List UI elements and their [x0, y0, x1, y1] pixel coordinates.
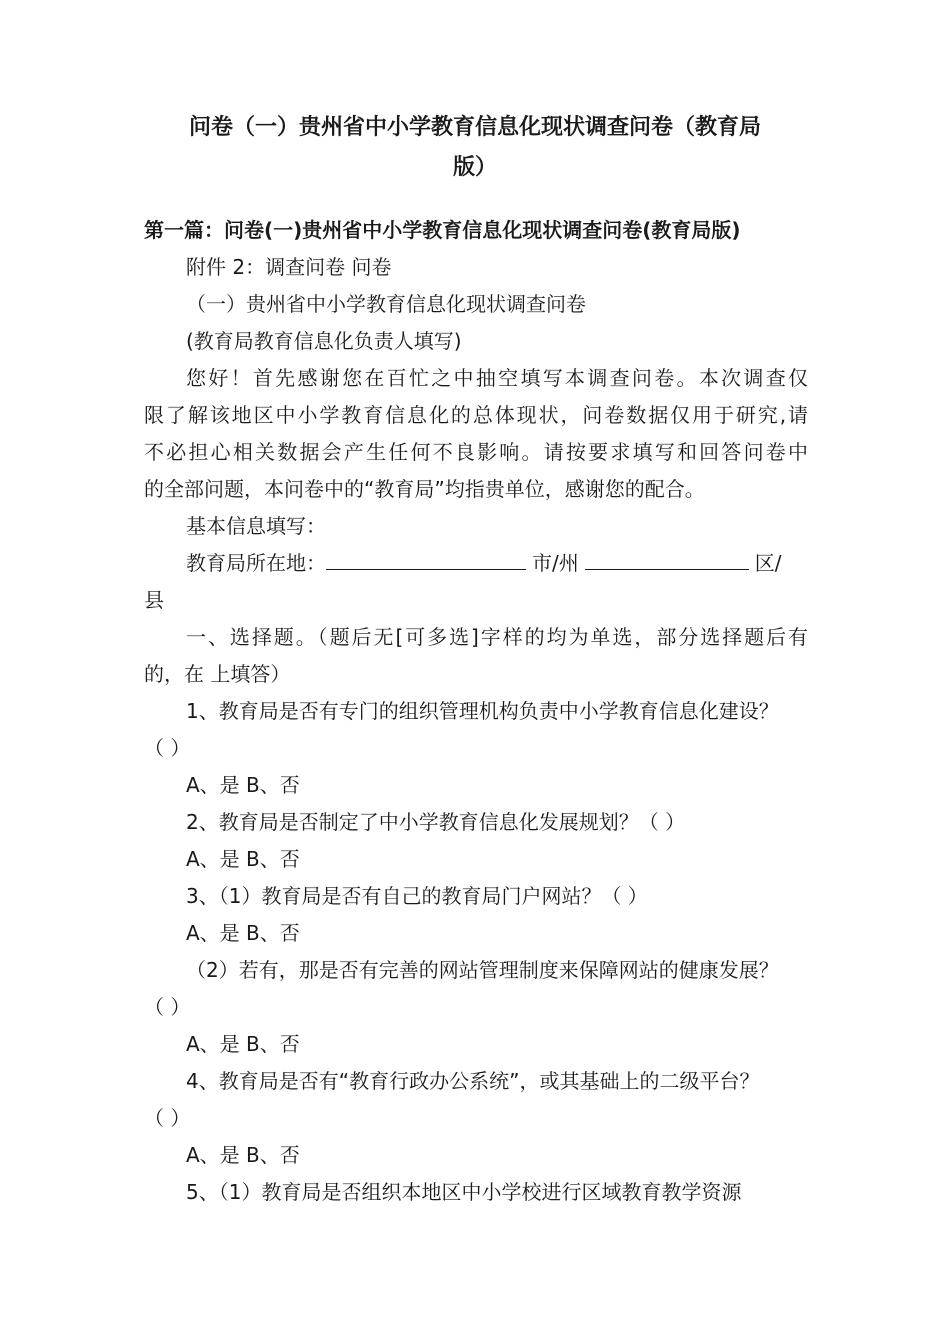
- question-4-answer: （ ）: [144, 1106, 191, 1130]
- question-5-1: 5、（1）教育局是否组织本地区中小学校进行区域教育教学资源: [186, 1180, 742, 1204]
- question-1-options: A、是 B、否: [186, 773, 300, 797]
- district-suffix: 区/: [754, 551, 782, 575]
- question-3-2: （2）若有，那是否有完善的网站管理制度来保障网站的健康发展？: [186, 958, 779, 982]
- title-line-2: 版）: [452, 155, 497, 180]
- question-2: 2、教育局是否制定了中小学教育信息化发展规划？（ ）: [186, 810, 686, 834]
- district-blank[interactable]: [585, 545, 749, 570]
- question-3-1: 3、（1）教育局是否有自己的教育局门户网站？（ ）: [186, 884, 648, 908]
- section-one-instruction: 的，在 上填答）: [144, 662, 291, 686]
- attachment-line: 附件 2：调查问卷 问卷: [186, 255, 392, 279]
- question-4-options: A、是 B、否: [186, 1143, 300, 1167]
- question-1-answer: （ ）: [144, 736, 191, 760]
- city-suffix: 市/州: [532, 551, 579, 575]
- intro-paragraph-line: 您好！首先感谢您在百忙之中抽空填写本调查问卷。本次调查仅: [186, 366, 808, 390]
- question-1: 1、教育局是否有专门的组织管理机构负责中小学教育信息化建设？: [186, 699, 779, 723]
- filler-note: (教育局教育信息化负责人填写): [186, 329, 462, 353]
- city-blank[interactable]: [326, 545, 526, 570]
- intro-paragraph-line: 限了解该地区中小学教育信息化的总体现状，问卷数据仅用于研究,请: [144, 403, 808, 427]
- intro-paragraph-line: 不必担心相关数据会产生任何不良影响。请按要求填写和回答问卷中: [144, 440, 808, 464]
- document-body: [144, 212, 808, 1211]
- location-line: [144, 545, 808, 582]
- question-3-1-options: A、是 B、否: [186, 921, 300, 945]
- basic-info-label: 基本信息填写：: [186, 514, 326, 538]
- question-3-2-answer: （ ）: [144, 995, 191, 1019]
- section-heading: 第一篇：问卷(一)贵州省中小学教育信息化现状调查问卷(教育局版): [144, 218, 741, 242]
- questionnaire-subtitle: （一）贵州省中小学教育信息化现状调查问卷: [186, 292, 586, 316]
- section-one-instruction: 一、选择题。（题后无[可多选]字样的均为单选，部分选择题后有: [186, 625, 808, 649]
- intro-paragraph-line: 的全部问题，本问卷中的“教育局”均指贵单位，感谢您的配合。: [144, 477, 705, 501]
- question-3-2-options: A、是 B、否: [186, 1032, 300, 1056]
- county-line: 县: [144, 588, 164, 612]
- title-line-1: 问卷（一）贵州省中小学教育信息化现状调查问卷（教育局: [188, 115, 761, 140]
- question-2-options: A、是 B、否: [186, 847, 300, 871]
- location-label: 教育局所在地：: [186, 551, 326, 575]
- question-4: 4、教育局是否有“教育行政办公系统”，或其基础上的二级平台？: [186, 1069, 760, 1093]
- document-title: [144, 108, 806, 188]
